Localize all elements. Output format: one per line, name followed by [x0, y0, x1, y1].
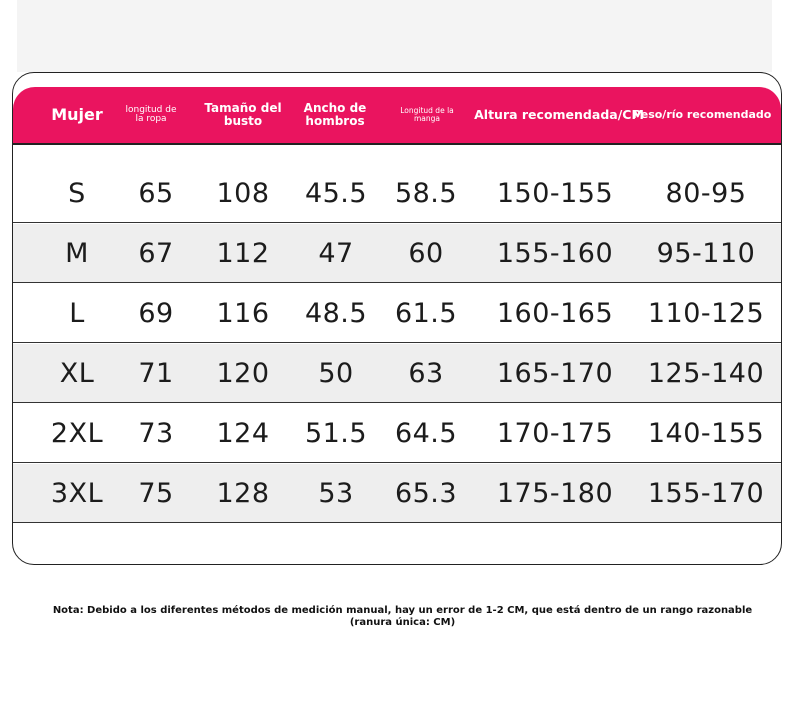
length-cell: 71 [138, 357, 174, 389]
shoulder-cell: 53 [318, 477, 354, 509]
length-cell: 75 [138, 477, 174, 509]
shoulder-cell: 48.5 [304, 297, 368, 329]
weight-cell: 140-155 [647, 417, 765, 449]
measurement-note: Nota: Debido a los diferentes métodos de medición manual, hay un error de 1-2 CM, que está dentro de un rango razonable (ranura única: CM) [52, 605, 753, 628]
height-cell: 160-165 [496, 297, 614, 329]
bust-cell: 128 [216, 477, 270, 509]
shoulder-cell: 50 [318, 357, 354, 389]
sleeve-cell: 60 [408, 237, 444, 269]
height-cell: 175-180 [496, 477, 614, 509]
size-cell: L [69, 297, 85, 329]
shoulder-cell: 51.5 [304, 417, 368, 449]
sleeve-cell: 65.3 [394, 477, 458, 509]
table-row [13, 344, 781, 403]
table-row [13, 464, 781, 523]
size-cell: M [65, 237, 89, 269]
sleeve-cell: 63 [408, 357, 444, 389]
weight-cell: 95-110 [656, 237, 756, 269]
sleeve-cell: 61.5 [394, 297, 458, 329]
shoulder-cell: 45.5 [304, 177, 368, 209]
top-background-band [17, 0, 772, 72]
bust-cell: 120 [216, 357, 270, 389]
weight-cell: 80-95 [665, 177, 747, 209]
header-sleeve-length: Longitud de la manga [400, 106, 454, 123]
size-chart-table [12, 72, 782, 565]
length-cell: 67 [138, 237, 174, 269]
header-garment-length: longitud de la ropa [125, 104, 177, 124]
sleeve-cell: 58.5 [394, 177, 458, 209]
height-cell: 155-160 [496, 237, 614, 269]
bust-cell: 116 [216, 297, 270, 329]
table-header [13, 87, 781, 143]
bust-cell: 112 [216, 237, 270, 269]
bust-cell: 108 [216, 177, 270, 209]
length-cell: 69 [138, 297, 174, 329]
header-divider [13, 143, 781, 145]
size-cell: XL [59, 357, 95, 389]
bust-cell: 124 [216, 417, 270, 449]
header-shoulder-width: Ancho de hombros [303, 101, 367, 128]
table-row [13, 224, 781, 283]
size-cell: S [68, 177, 86, 209]
height-cell: 170-175 [496, 417, 614, 449]
header-mujer: Mujer [51, 104, 103, 124]
size-cell: 3XL [50, 477, 104, 509]
sleeve-cell: 64.5 [394, 417, 458, 449]
table-row [13, 164, 781, 223]
height-cell: 150-155 [496, 177, 614, 209]
table-row [13, 404, 781, 463]
header-bust-size: Tamaño del busto [204, 101, 282, 128]
weight-cell: 110-125 [647, 297, 765, 329]
header-recommended-height: Altura recomendada/CM [474, 107, 644, 123]
weight-cell: 125-140 [647, 357, 765, 389]
table-row [13, 284, 781, 343]
length-cell: 73 [138, 417, 174, 449]
size-cell: 2XL [50, 417, 104, 449]
weight-cell: 155-170 [647, 477, 765, 509]
length-cell: 65 [138, 177, 174, 209]
height-cell: 165-170 [496, 357, 614, 389]
shoulder-cell: 47 [318, 237, 354, 269]
header-recommended-weight: Peso/río recomendado [632, 108, 772, 122]
